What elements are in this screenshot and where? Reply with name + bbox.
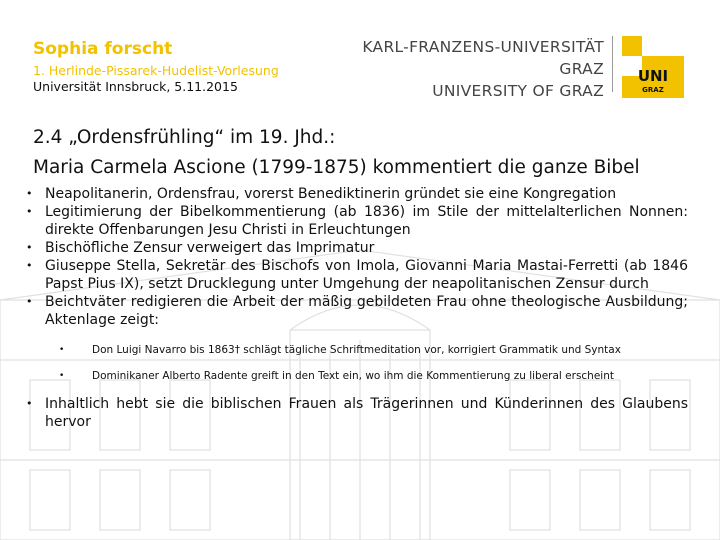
logo-divider — [612, 36, 613, 92]
list-item — [26, 395, 688, 431]
header-venue: Universität Innsbruck, 5.11.2015 — [33, 79, 238, 94]
svg-text:GRAZ: GRAZ — [642, 86, 664, 94]
list-item — [26, 239, 688, 257]
sub-bullet-list — [26, 343, 688, 383]
uni-graz-logo — [622, 36, 684, 98]
header-title: Sophia forscht — [33, 39, 173, 59]
sub-list-item — [26, 343, 688, 357]
bullet-dot: • — [26, 187, 33, 200]
bullet-dot: • — [26, 205, 33, 218]
slide-title-line1: 2.4 „Ordensfrühling“ im 19. Jhd.: — [33, 127, 336, 148]
list-item — [26, 185, 688, 203]
bullet-text: Inhaltlich hebt sie die biblischen Frauen als Trägerinnen und Künderinnen des Glaubens hervor — [45, 396, 688, 430]
bullet-text: Neapolitanerin, Ordensfrau, vorerst Benediktinerin gründet sie eine Kongregation — [45, 186, 617, 202]
sub-bullet-text: Don Luigi Navarro bis 1863† schlägt tägliche Schriftmeditation vor, korrigiert Grammatik und Syntax — [92, 344, 621, 356]
bullet-dot: • — [26, 295, 33, 308]
university-name-german: KARL-FRANZENS-UNIVERSITÄT GRAZ — [362, 38, 604, 78]
bullet-text: Legitimierung der Bibelkommentierung (ab 1836) im Stile der mittelalterlichen Nonnen: direkte Offenbarungen Jesu Christi in Erleuchtungen — [45, 204, 688, 238]
sub-bullet-text: Dominikaner Alberto Radente greift in den Text ein, wo ihm die Kommentierung zu liberal erscheint — [92, 370, 614, 382]
university-name — [352, 36, 604, 102]
list-item — [26, 293, 688, 329]
sub-bullet-dot: • — [59, 345, 65, 355]
bullet-dot: • — [26, 259, 33, 272]
university-name-english: UNIVERSITY OF GRAZ — [432, 82, 604, 100]
slide-title — [33, 123, 640, 183]
list-item — [26, 203, 688, 239]
lecture-header — [33, 38, 279, 95]
bullet-text: Bischöfliche Zensur verweigert das Imprimatur — [45, 240, 375, 256]
bullet-list — [26, 185, 688, 431]
bullet-dot: • — [26, 397, 33, 410]
svg-text:UNI: UNI — [637, 67, 669, 85]
bullet-dot: • — [26, 241, 33, 254]
bullet-text: Beichtväter redigieren die Arbeit der mäßig gebildeten Frau ohne theologische Ausbildung; Aktenlage zeigt: — [45, 294, 688, 328]
sub-bullet-dot: • — [59, 371, 65, 381]
bullet-text: Giuseppe Stella, Sekretär des Bischofs von Imola, Giovanni Maria Mastai-Ferretti (ab 1846 Papst Pius IX), setzt Drucklegung unter Umgehung der neapolitanischen Zensur durch — [45, 258, 688, 292]
list-item — [26, 257, 688, 293]
slide-title-line2: Maria Carmela Ascione (1799-1875) kommentiert die ganze Bibel — [33, 157, 640, 178]
header-subtitle: 1. Herlinde-Pissarek-Hudelist-Vorlesung — [33, 63, 279, 78]
sub-list-item — [26, 369, 688, 383]
